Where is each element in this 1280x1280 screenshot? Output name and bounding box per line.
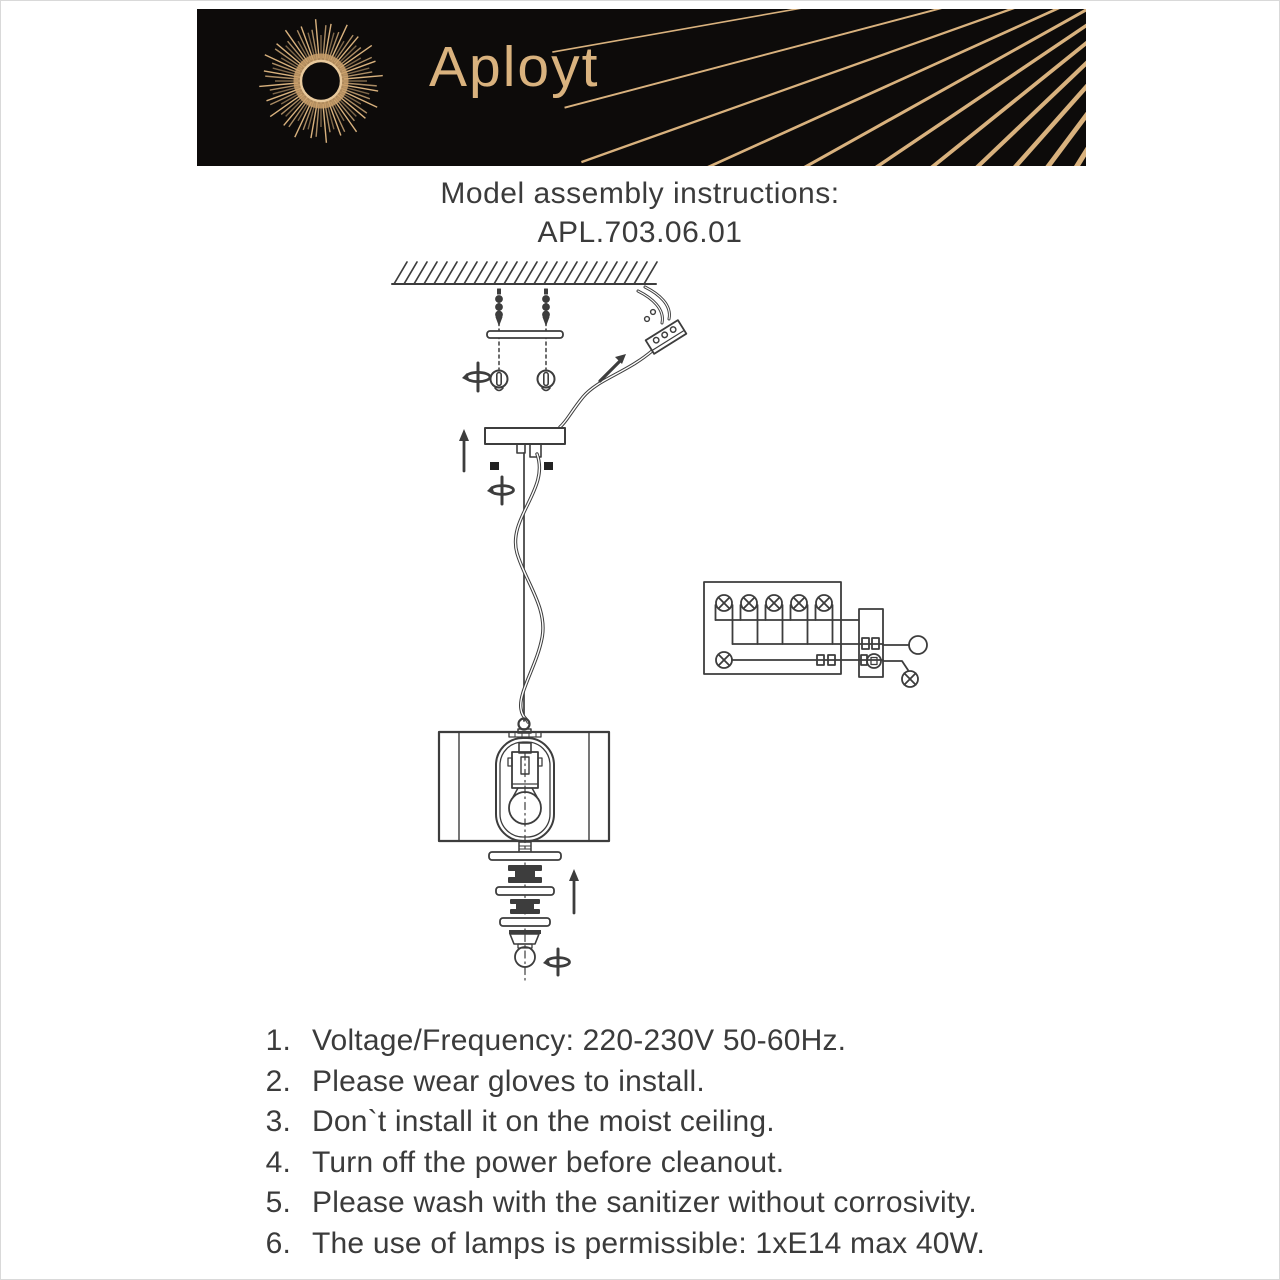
disc-1 <box>489 852 561 860</box>
item-number: 5. <box>265 1186 291 1219</box>
instruction-item <box>251 1183 1081 1224</box>
screw-left <box>491 371 508 391</box>
direction-arrow-stack <box>569 869 579 913</box>
power-cord <box>515 454 543 722</box>
disc-2 <box>496 887 554 895</box>
circuit-terminal-strip <box>859 609 883 677</box>
instruction-item <box>251 1062 1081 1103</box>
item-text: Don`t install it on the moist ceiling. <box>312 1105 775 1138</box>
item-number: 1. <box>265 1024 291 1057</box>
terminal-block <box>646 320 687 354</box>
item-number: 4. <box>265 1145 291 1179</box>
starburst-core <box>296 56 346 106</box>
circuit-diagram <box>704 582 927 687</box>
rotate-icon-finial <box>543 949 570 975</box>
rotate-icon-canopy <box>487 477 514 504</box>
wall-anchor-right <box>543 289 550 325</box>
instruction-item <box>251 1224 1081 1265</box>
item-number: 3. <box>265 1105 291 1138</box>
item-number: 2. <box>265 1064 291 1098</box>
corner-rays <box>552 9 1086 166</box>
assembly-diagram <box>381 251 961 1001</box>
nut-1 <box>508 865 542 883</box>
page-title: Model assembly instructions: <box>440 177 840 210</box>
ceiling-hatch-lines <box>394 262 657 284</box>
model-code: APL.703.06.01 <box>537 216 743 249</box>
banner-art <box>197 9 1086 166</box>
nut-2 <box>510 899 540 914</box>
wall-anchor-left <box>496 289 503 325</box>
direction-arrow-canopy <box>459 429 469 471</box>
circuit-bottom-lamp <box>716 652 861 668</box>
ceiling-hatch <box>392 262 657 284</box>
circuit-node-circle <box>883 636 927 654</box>
brand-banner <box>197 9 1086 166</box>
instruction-item <box>251 1021 1081 1062</box>
mains-wires <box>560 287 669 427</box>
instruction-item <box>251 1143 1081 1184</box>
brand-wordmark: Aployt <box>429 35 600 99</box>
item-text: Turn off the power before cleanout. <box>312 1145 785 1179</box>
item-text: Please wash with the sanitizer without corrosivity. <box>312 1186 977 1219</box>
instructions-list <box>251 1021 1081 1264</box>
circuit-lamp-symbol <box>883 661 918 687</box>
rotate-icon-screws <box>462 363 490 391</box>
canopy <box>485 428 565 457</box>
item-text: Voltage/Frequency: 220-230V 50-60Hz. <box>312 1024 847 1057</box>
mounting-squares <box>490 462 553 470</box>
disc-3 <box>500 918 550 926</box>
anchor-axes <box>499 290 546 369</box>
item-number: 6. <box>265 1226 291 1260</box>
item-text: The use of lamps is permissible: 1xE14 max 40W. <box>312 1226 986 1260</box>
screw-right <box>538 371 555 391</box>
mounting-bracket <box>487 331 563 338</box>
instruction-item <box>251 1102 1081 1143</box>
item-text: Please wear gloves to install. <box>312 1064 705 1098</box>
